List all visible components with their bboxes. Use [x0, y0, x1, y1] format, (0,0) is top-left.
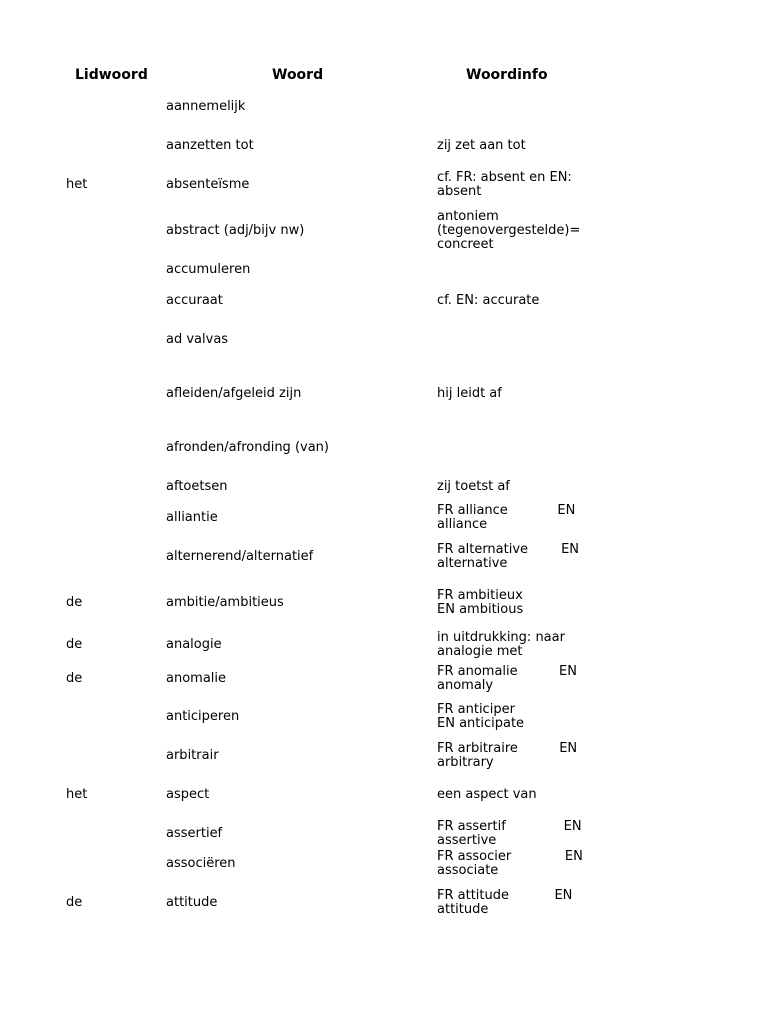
lidwoord-cell: de [66, 595, 83, 610]
column-header-woordinfo: Woordinfo [466, 67, 548, 83]
woord-cell: aftoetsen [166, 479, 228, 494]
woordinfo-cell: antoniem (tegenovergestelde)= concreet [437, 209, 581, 252]
woordinfo-cell: FR attitude EN attitude [437, 888, 573, 917]
column-header-lidwoord: Lidwoord [75, 67, 148, 83]
woord-cell: alliantie [166, 510, 218, 525]
table-row [0, 695, 768, 739]
woord-cell: abstract (adj/bijv nw) [166, 223, 305, 238]
woord-cell: anticiperen [166, 709, 240, 724]
table-row [0, 209, 768, 253]
woord-cell: afleiden/afgeleid zijn [166, 386, 302, 401]
woord-cell: associëren [166, 856, 236, 871]
table-row [0, 773, 768, 817]
table-row [0, 318, 768, 362]
woord-cell: aspect [166, 787, 210, 802]
woordinfo-cell: zij toetst af [437, 479, 510, 494]
table-row [0, 124, 768, 168]
woord-cell: accumuleren [166, 262, 251, 277]
woord-cell: ad valvas [166, 332, 229, 347]
table-row [0, 842, 768, 886]
woordinfo-cell: FR associer EN associate [437, 849, 583, 878]
woord-cell: accuraat [166, 293, 223, 308]
woord-cell: aanzetten tot [166, 138, 254, 153]
woordinfo-cell: cf. EN: accurate [437, 293, 540, 308]
woordinfo-cell: FR assertif EN assertive [437, 819, 582, 848]
table-row [0, 163, 768, 207]
lidwoord-cell: het [66, 787, 88, 802]
woordinfo-cell: FR anticiper EN anticipate [437, 702, 525, 731]
woordinfo-cell: zij zet aan tot [437, 138, 526, 153]
woordinfo-cell: hij leidt af [437, 386, 502, 401]
table-row [0, 372, 768, 416]
table-row [0, 881, 768, 925]
woord-cell: anomalie [166, 671, 227, 686]
column-header-woord: Woord [272, 67, 324, 83]
woord-cell: analogie [166, 637, 222, 652]
table-row [0, 279, 768, 323]
woord-cell: attitude [166, 895, 218, 910]
woord-cell: absenteïsme [166, 177, 250, 192]
woordinfo-cell: FR arbitraire EN arbitrary [437, 741, 578, 770]
woordinfo-cell: in uitdrukking: naar analogie met [437, 630, 565, 659]
woord-cell: aannemelijk [166, 99, 246, 114]
table-row [0, 535, 768, 579]
woordinfo-cell: een aspect van [437, 787, 537, 802]
woordinfo-cell: FR alternative EN alternative [437, 542, 580, 571]
woordinfo-cell: FR ambitieux EN ambitious [437, 588, 524, 617]
table-row [0, 426, 768, 470]
lidwoord-cell: de [66, 895, 83, 910]
woordinfo-cell: FR anomalie EN anomaly [437, 664, 577, 693]
lidwoord-cell: het [66, 177, 88, 192]
table-row [0, 496, 768, 540]
woordinfo-cell: cf. FR: absent en EN: absent [437, 170, 572, 199]
lidwoord-cell: de [66, 637, 83, 652]
woord-cell: ambitie/ambitieus [166, 595, 284, 610]
table-row [0, 85, 768, 129]
woord-cell: arbitrair [166, 748, 219, 763]
woordinfo-cell: FR alliance EN alliance [437, 503, 576, 532]
table-row [0, 581, 768, 625]
woord-cell: alternerend/alternatief [166, 549, 314, 564]
woord-cell: assertief [166, 826, 223, 841]
lidwoord-cell: de [66, 671, 83, 686]
woord-cell: afronden/afronding (van) [166, 440, 329, 455]
table-row [0, 734, 768, 778]
